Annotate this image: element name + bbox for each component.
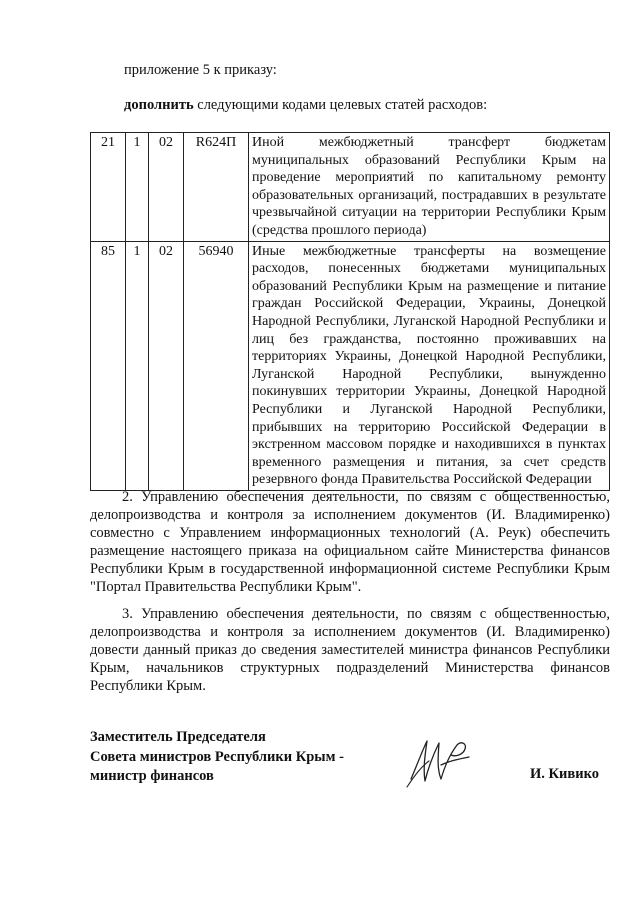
table-cell-code3: 02 bbox=[149, 241, 184, 490]
appendix-reference: приложение 5 к приказу: bbox=[124, 62, 277, 78]
signatory-name: И. Кивико bbox=[530, 766, 599, 782]
signatory-title-line1: Заместитель Председателя bbox=[90, 729, 266, 745]
codes-table bbox=[90, 132, 610, 491]
table-cell-code4: 56940 bbox=[184, 241, 249, 490]
table-cell-code2: 1 bbox=[126, 133, 149, 242]
table-row bbox=[91, 133, 610, 242]
instruction-rest: следующими кодами целевых статей расходов: bbox=[193, 97, 488, 113]
paragraph-2: 2. Управлению обеспечения деятельности, по связям с общественностью, делопроизводства и контроля за исполнением документов (И. Владимиренко) совместно с Управлением информационных технологий (А. Реук) обеспечить размещение настоящего приказа на официальном сайте Министерства финансов Республики Крым в государственной информационной системе Республики Крым "Портал Правительства Республики Крым". bbox=[90, 489, 610, 595]
instruction-line bbox=[124, 97, 487, 114]
instruction-bold-word: дополнить bbox=[124, 97, 194, 113]
table-cell-code4: R624П bbox=[184, 133, 249, 242]
signatory-title bbox=[90, 728, 344, 787]
table-cell-code1: 85 bbox=[91, 241, 126, 490]
signatory-title-line3: министр финансов bbox=[90, 768, 214, 784]
table-cell-code3: 02 bbox=[149, 133, 184, 242]
table-cell-code2: 1 bbox=[126, 241, 149, 490]
table-cell-code1: 21 bbox=[91, 133, 126, 242]
signatory-title-line2: Совета министров Республики Крым - bbox=[90, 748, 344, 765]
table-row bbox=[91, 241, 610, 490]
table-cell-description: Иные межбюджетные трансферты на возмещение расходов, понесенных бюджетами муниципальных образований Республики Крым на размещение и питание граждан Российской Федерации, Украины, Донецкой Народной Республики, Луганской Народной Республики и лиц без гражданства, постоянно проживавших на территориях Украины, Донецкой Народной Республики, Луганской Народной Республики, вынужденно покинувших территории Украины, Донецкой Народной Республики и Луганской Народной Республики, прибывших на территорию Российской Федерации в экстренном массовом порядке и находившихся в пунктах временного размещения и питания, за счет средств резервного фонда Правительства Российской Федерации bbox=[249, 241, 610, 490]
handwritten-signature bbox=[405, 735, 475, 790]
table-cell-description: Иной межбюджетный трансферт бюджетам муниципальных образований Республики Крым на проведение мероприятий по капитальному ремонту образовательных организаций, пострадавших в результате чрезвычайной ситуации на территории Республики Крым (средства прошлого периода) bbox=[249, 133, 610, 242]
paragraph-3: 3. Управлению обеспечения деятельности, по связям с общественностью, делопроизводства и контроля за исполнением документов (И. Владимиренко) довести данный приказ до сведения заместителей министра финансов Республики Крым, начальников структурных подразделений Министерства финансов Республики Крым. bbox=[90, 606, 610, 694]
